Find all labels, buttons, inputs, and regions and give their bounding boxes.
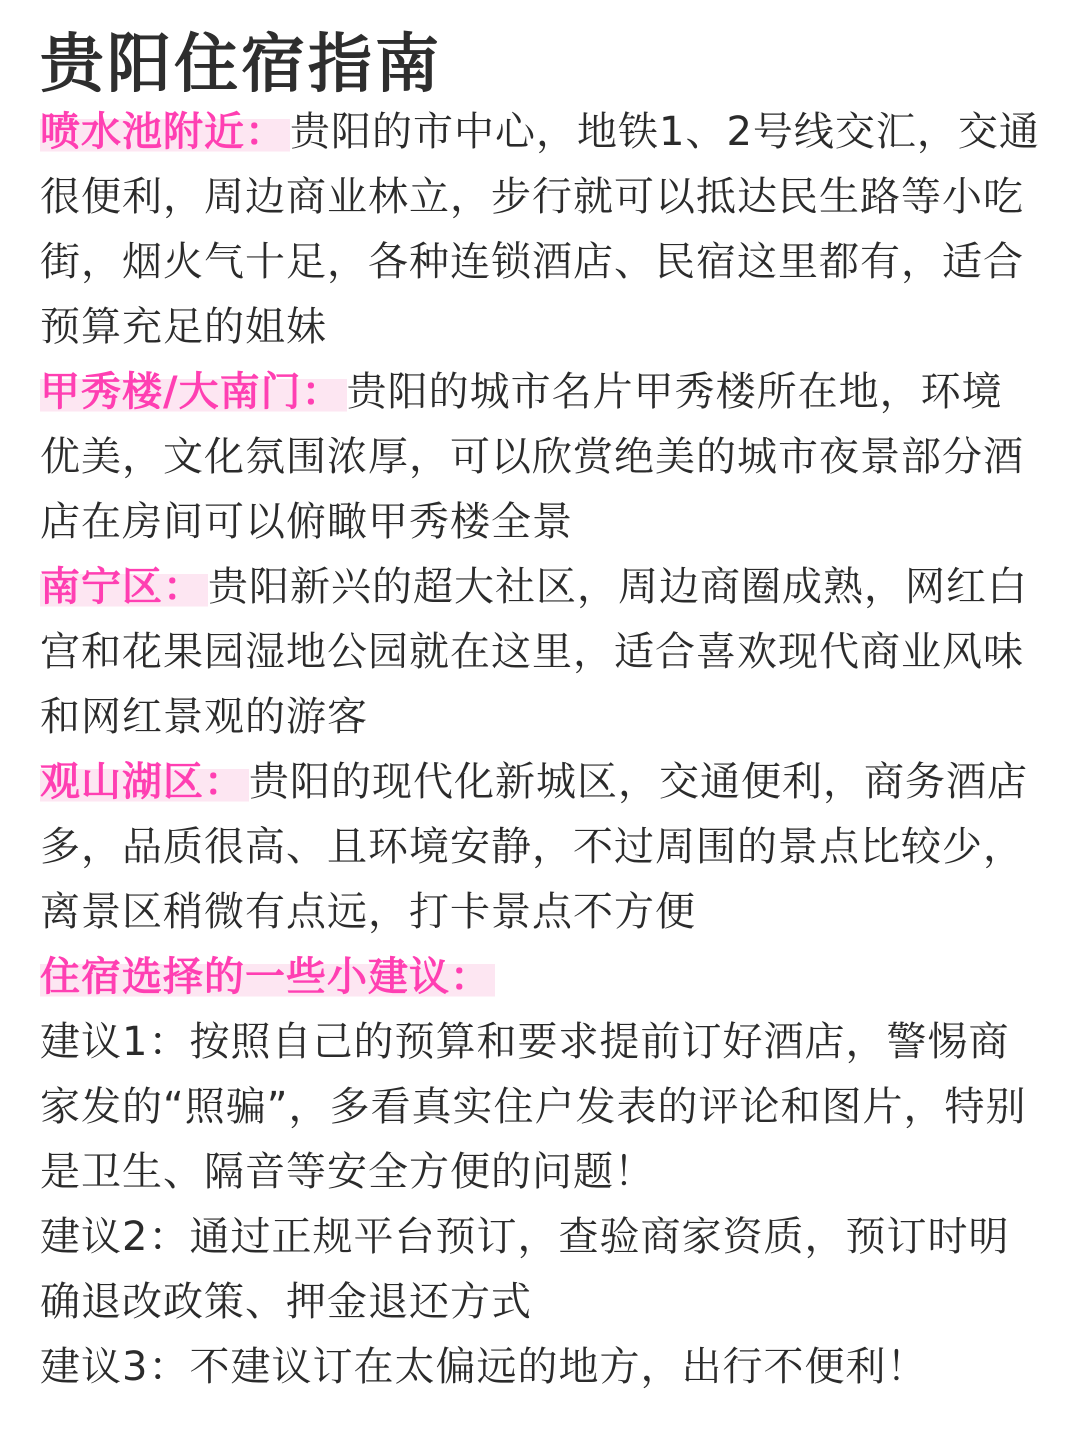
section-label: 喷水池附近： bbox=[40, 109, 290, 155]
tip-item: 建议3：不建议订在太偏远的地方，出行不便利！ bbox=[40, 1344, 928, 1390]
tip-item: 建议2：通过正规平台预订，查验商家资质，预订时明确退改政策、押金退还方式 bbox=[40, 1214, 1010, 1325]
section-guanshanhu bbox=[40, 750, 1040, 945]
guide-content bbox=[40, 100, 1040, 1400]
guide-page bbox=[40, 0, 1040, 1400]
page-title: 贵阳住宿指南 bbox=[40, 28, 442, 102]
tips-heading-row bbox=[40, 945, 1040, 1010]
section-label: 南宁区： bbox=[40, 564, 208, 610]
section-text: 贵阳的市中心，地铁1、2号线交汇，交通很便利，周边商业林立，步行就可以抵达民生路等小吃街，烟火气十足，各种连锁酒店、民宿这里都有，适合预算充足的姐妹 bbox=[40, 109, 1040, 350]
tip-item: 建议1：按照自己的预算和要求提前订好酒店，警惕商家发的“照骗”，多看真实住户发表的评论和图片，特别是卫生、隔音等安全方便的问题！ bbox=[40, 1019, 1027, 1195]
section-text: 贵阳的现代化新城区，交通便利，商务酒店多，品质很高、且环境安静，不过周围的景点比较少，离景区稍微有点远，打卡景点不方便 bbox=[40, 759, 1028, 935]
tips-heading: 住宿选择的一些小建议： bbox=[40, 954, 495, 1000]
section-nanning bbox=[40, 555, 1040, 750]
section-text: 贵阳新兴的超大社区，周边商圈成熟，网红白宫和花果园湿地公园就在这里，适合喜欢现代商业风味和网红景观的游客 bbox=[40, 564, 1028, 740]
section-label: 甲秀楼/大南门： bbox=[40, 369, 347, 415]
section-jiaxiulou bbox=[40, 360, 1040, 555]
section-label: 观山湖区： bbox=[40, 759, 249, 805]
section-penshuichi bbox=[40, 100, 1040, 360]
section-text: 贵阳的城市名片甲秀楼所在地，环境优美，文化氛围浓厚，可以欣赏绝美的城市夜景部分酒店在房间可以俯瞰甲秀楼全景 bbox=[40, 369, 1024, 545]
